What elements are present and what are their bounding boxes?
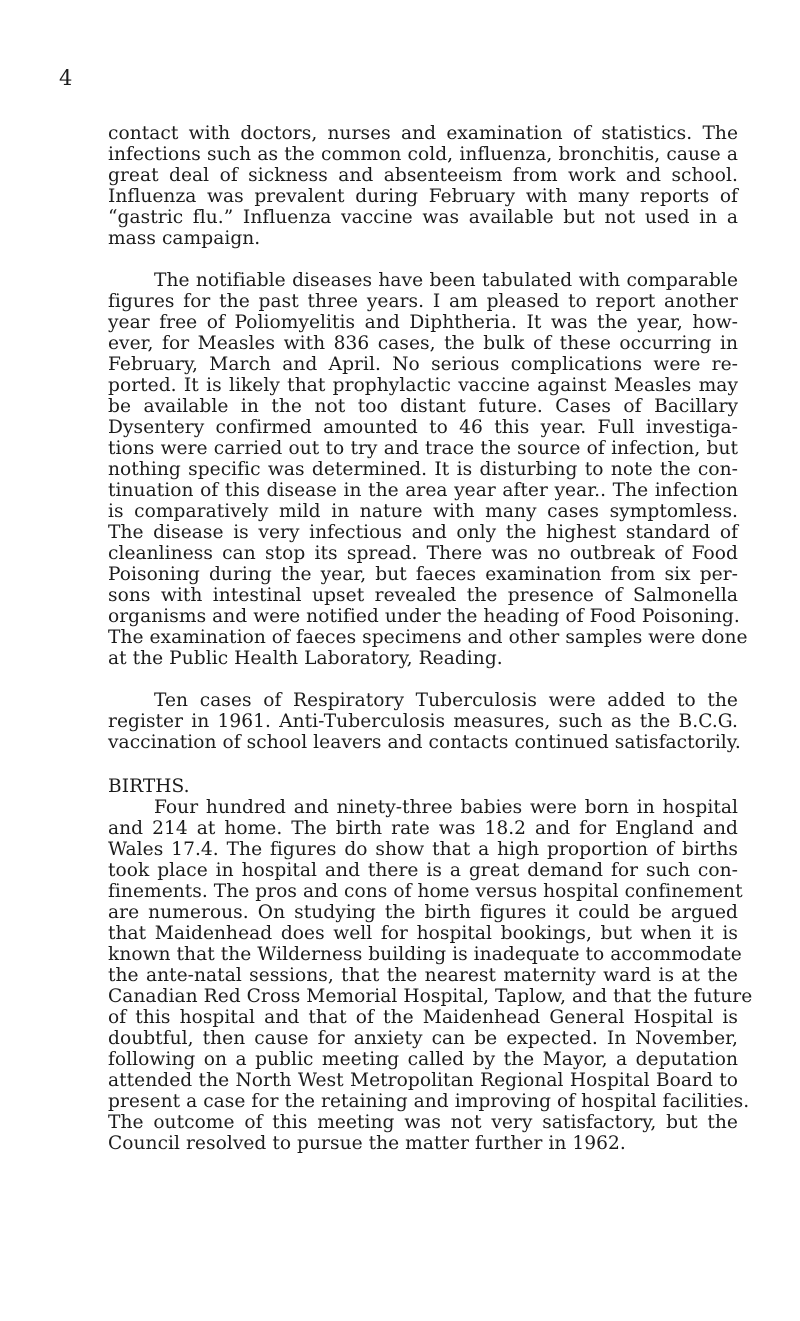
text-line: doubtful, then cause for anxiety can be expected. In November,: [108, 1028, 738, 1049]
section-births: [108, 776, 753, 1154]
paragraph-common-infections: [108, 123, 738, 249]
text-line: known that the Wilderness building is inadequate to accommodate: [108, 944, 742, 965]
text-line: year free of Poliomyelitis and Diphtheria. It was the year, how-: [108, 312, 738, 333]
text-line: infections such as the common cold, influenza, bronchitis, cause a: [108, 144, 738, 165]
text-line: organisms and were notified under the heading of Food Poisoning.: [108, 606, 740, 627]
text-line: tinuation of this disease in the area year after year.. The infection: [108, 480, 738, 501]
text-line: is comparatively mild in nature with many cases symptomless.: [108, 501, 738, 522]
text-line: took place in hospital and there is a great demand for such con-: [108, 860, 738, 881]
text-line: attended the North West Metropolitan Regional Hospital Board to: [108, 1070, 738, 1091]
text-line: finements. The pros and cons of home versus hospital confinement: [108, 881, 743, 902]
text-line: are numerous. On studying the birth figures it could be argued: [108, 902, 738, 923]
text-line: at the Public Health Laboratory, Reading.: [108, 648, 503, 669]
text-line: cleanliness can stop its spread. There was no outbreak of Food: [108, 543, 738, 564]
text-line: nothing specific was determined. It is disturbing to note the con-: [108, 459, 738, 480]
text-line: register in 1961. Anti-Tuberculosis measures, such as the B.C.G.: [108, 711, 738, 732]
text-line: be available in the not too distant future. Cases of Bacillary: [108, 396, 738, 417]
text-line: February, March and April. No serious complications were re-: [108, 354, 738, 375]
text-line: sons with intestinal upset revealed the presence of Salmonella: [108, 585, 738, 606]
text-line: the ante-natal sessions, that the nearest maternity ward is at the: [108, 965, 738, 986]
text-line: vaccination of school leavers and contacts continued satisfactorily.: [108, 732, 741, 753]
text-line: Poisoning during the year, but faeces examination from six per-: [108, 564, 738, 585]
text-line: that Maidenhead does well for hospital bookings, but when it is: [108, 923, 738, 944]
paragraph-notifiable-diseases: [108, 270, 748, 669]
text-line: mass campaign.: [108, 228, 261, 249]
text-line: great deal of sickness and absenteeism from work and school.: [108, 165, 738, 186]
text-line: figures for the past three years. I am pleased to report another: [108, 291, 738, 312]
text-line: The examination of faeces specimens and other samples were done: [108, 627, 748, 648]
text-line: tions were carried out to try and trace the source of infection, but: [108, 438, 738, 459]
text-line: Canadian Red Cross Memorial Hospital, Taplow, and that the future: [108, 986, 753, 1007]
text-line: Wales 17.4. The figures do show that a high proportion of births: [108, 839, 738, 860]
text-line: and 214 at home. The birth rate was 18.2 and for England and: [108, 818, 738, 839]
text-line: ported. It is likely that prophylactic vaccine against Measles may: [108, 375, 738, 396]
text-line: of this hospital and that of the Maidenhead General Hospital is: [108, 1007, 738, 1028]
text-line: The disease is very infectious and only the highest standard of: [108, 522, 738, 543]
text-line: “gastric flu.” Influenza vaccine was available but not used in a: [108, 207, 738, 228]
text-line: Ten cases of Respiratory Tuberculosis were added to the: [154, 690, 738, 711]
section-heading: BIRTHS.: [108, 776, 190, 797]
text-line: Influenza was prevalent during February with many reports of: [108, 186, 738, 207]
body-text: [108, 123, 753, 1154]
paragraph-tuberculosis: [108, 690, 741, 753]
text-line: following on a public meeting called by the Mayor, a deputation: [108, 1049, 738, 1070]
text-line: contact with doctors, nurses and examination of statistics. The: [108, 123, 738, 144]
page-number: 4: [59, 66, 73, 90]
text-line: The notifiable diseases have been tabulated with comparable: [154, 270, 738, 291]
text-line: ever, for Measles with 836 cases, the bulk of these occurring in: [108, 333, 738, 354]
text-line: present a case for the retaining and improving of hospital facilities.: [108, 1091, 750, 1112]
text-line: Dysentery confirmed amounted to 46 this year. Full investiga-: [108, 417, 738, 438]
text-line: Four hundred and ninety-three babies were born in hospital: [154, 797, 738, 818]
text-line: Council resolved to pursue the matter further in 1962.: [108, 1133, 626, 1154]
text-line: The outcome of this meeting was not very satisfactory, but the: [108, 1112, 738, 1133]
